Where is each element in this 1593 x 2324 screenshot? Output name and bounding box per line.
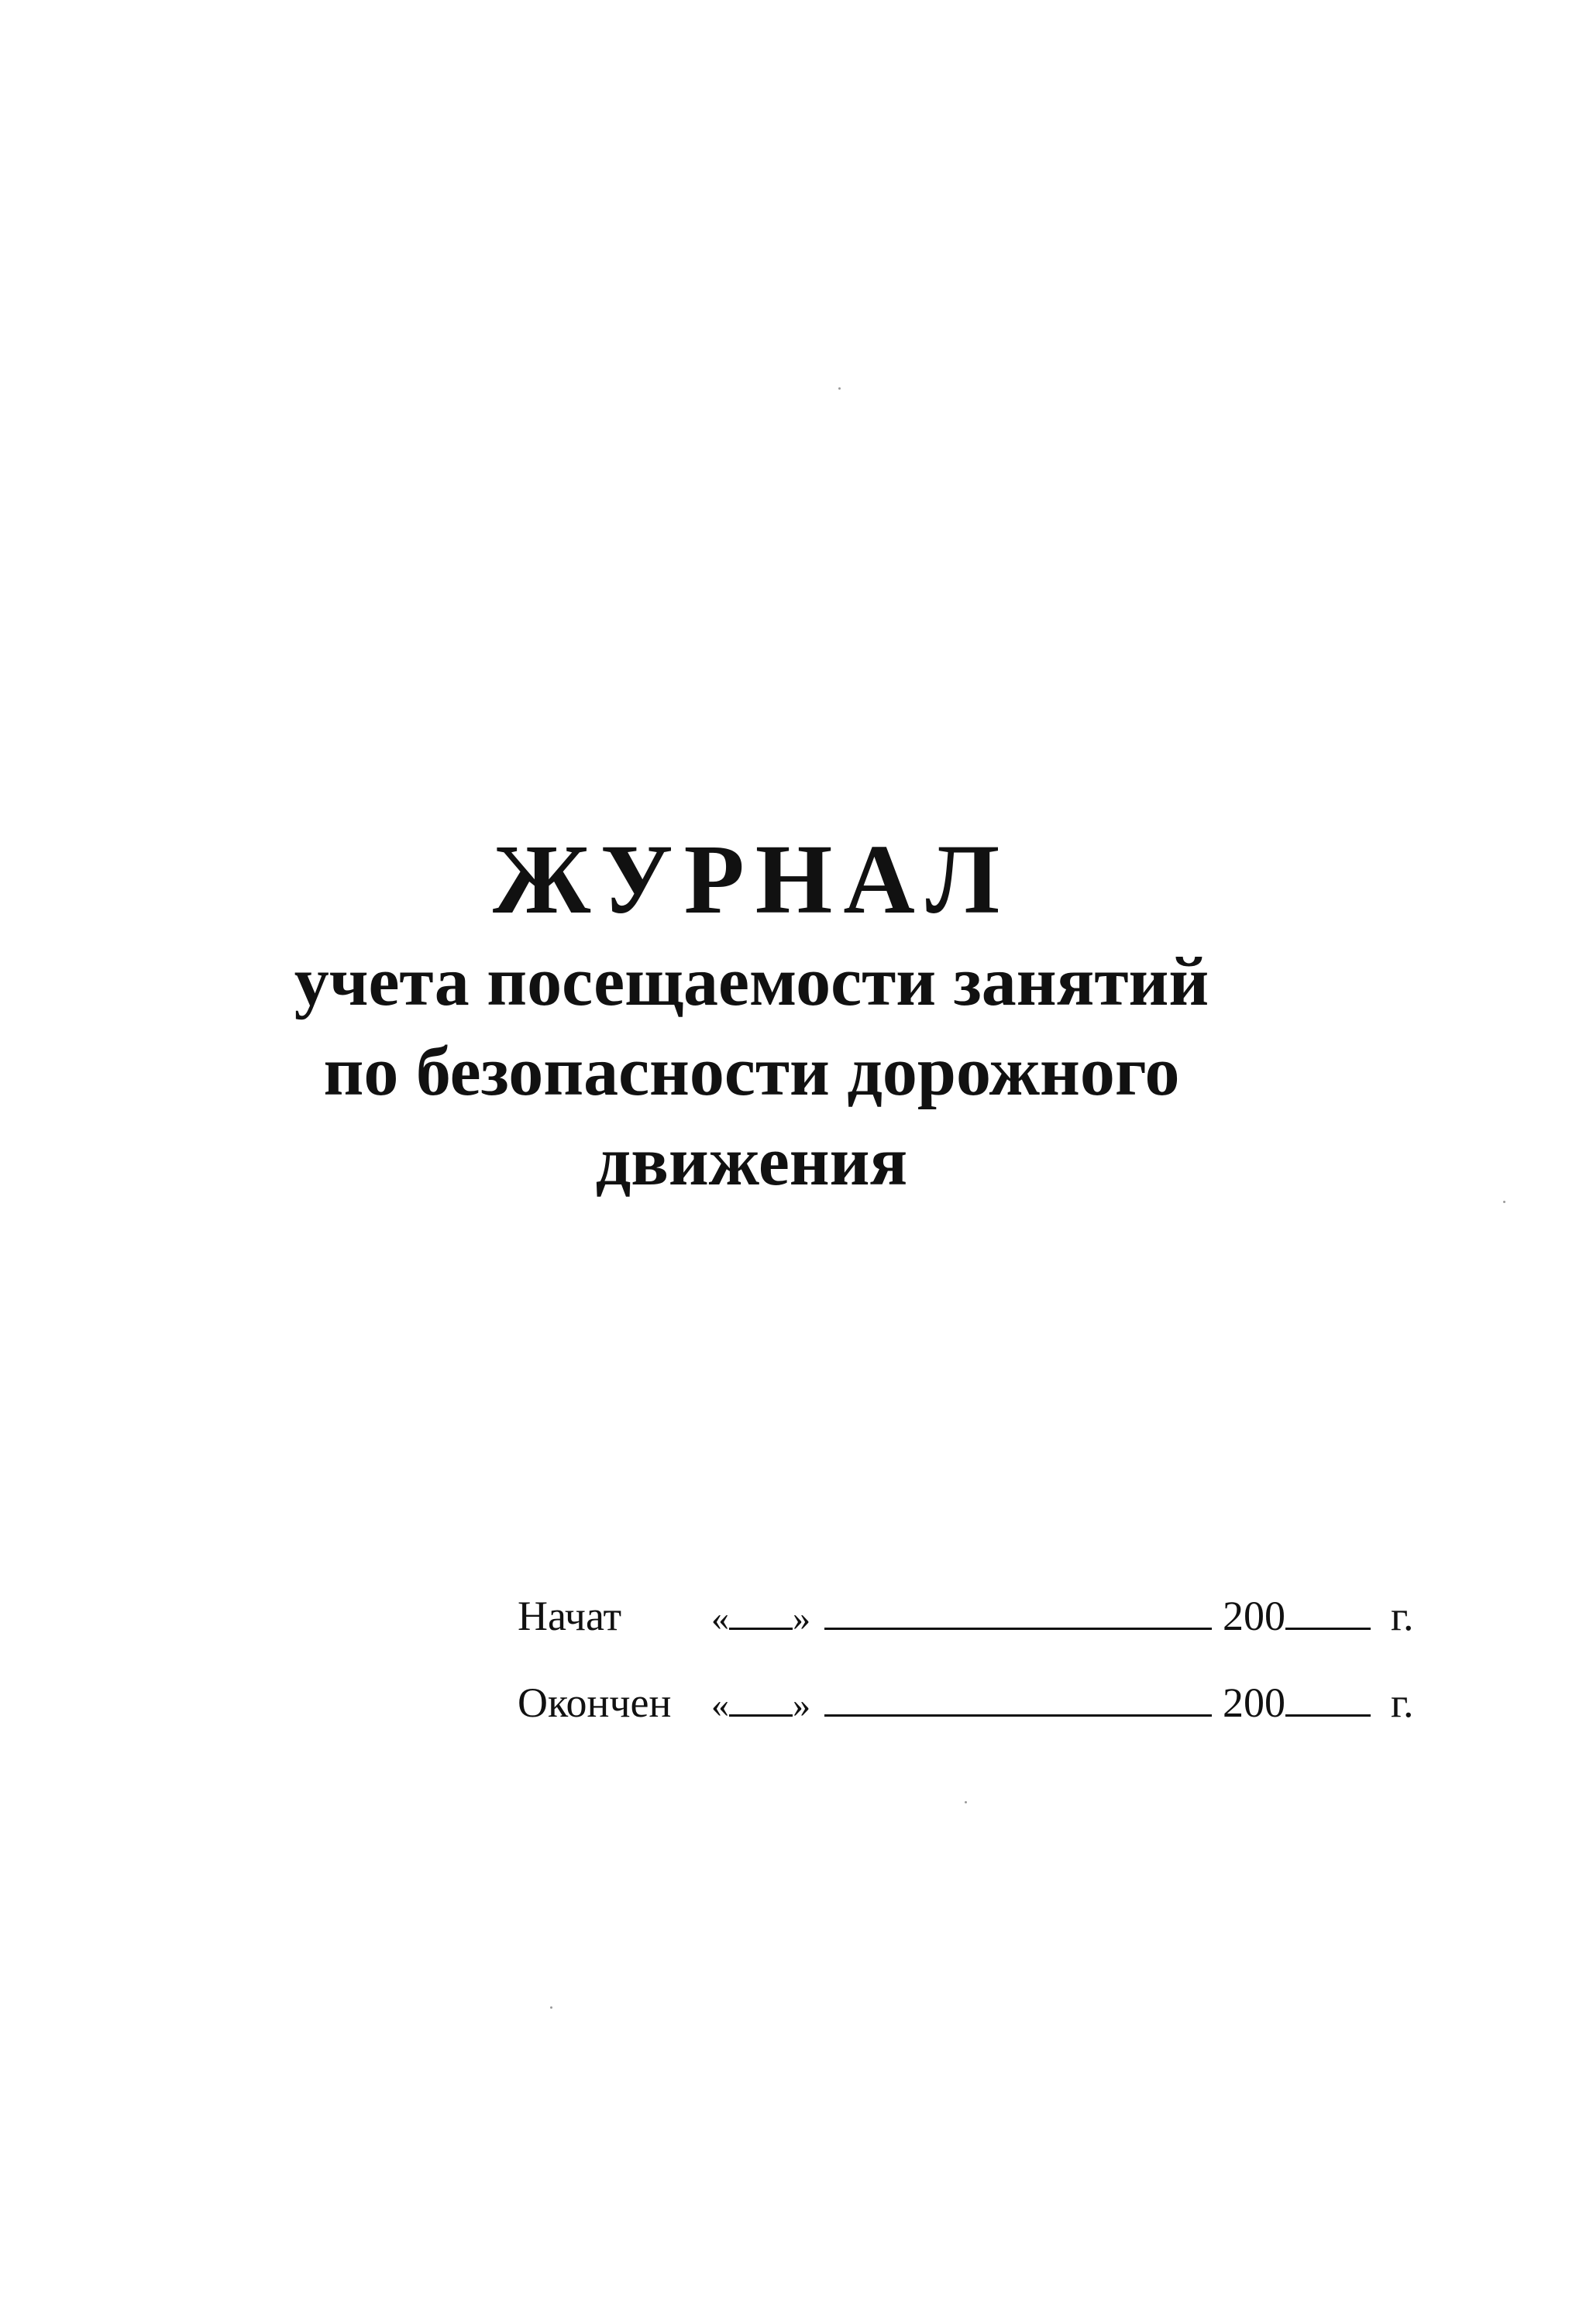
end-day-blank[interactable] [729, 1683, 793, 1717]
end-year-suffix: г. [1391, 1679, 1414, 1726]
scan-speck [1503, 1201, 1505, 1203]
end-month-blank[interactable] [824, 1683, 1212, 1717]
open-quote: « [711, 1598, 729, 1638]
document-title: ЖУРНАЛ [492, 824, 1011, 934]
close-quote: » [793, 1598, 810, 1638]
start-day-blank[interactable] [729, 1597, 793, 1630]
date-fields [518, 1592, 1525, 1765]
end-date-row [518, 1679, 1525, 1765]
start-year-suffix: г. [1391, 1593, 1414, 1639]
subtitle-line-1: учета посещаемости занятий [294, 944, 1209, 1020]
open-quote: « [711, 1685, 729, 1724]
start-year-prefix: 200 [1223, 1593, 1285, 1639]
start-month-blank[interactable] [824, 1597, 1212, 1630]
scan-speck [838, 387, 841, 390]
close-quote: » [793, 1685, 810, 1724]
end-year-blank[interactable] [1285, 1683, 1371, 1717]
end-date-label: Окончен [518, 1679, 672, 1726]
start-date-label: Начат [518, 1593, 622, 1639]
title-block [0, 821, 1503, 1207]
scan-speck [965, 1801, 967, 1803]
scan-speck [550, 2006, 552, 2009]
end-year-prefix: 200 [1223, 1679, 1285, 1726]
start-year-blank[interactable] [1285, 1597, 1371, 1630]
subtitle-line-3: движения [595, 1123, 908, 1200]
start-date-row [518, 1592, 1525, 1679]
subtitle-line-2: по безопасности дорожного [323, 1033, 1180, 1110]
